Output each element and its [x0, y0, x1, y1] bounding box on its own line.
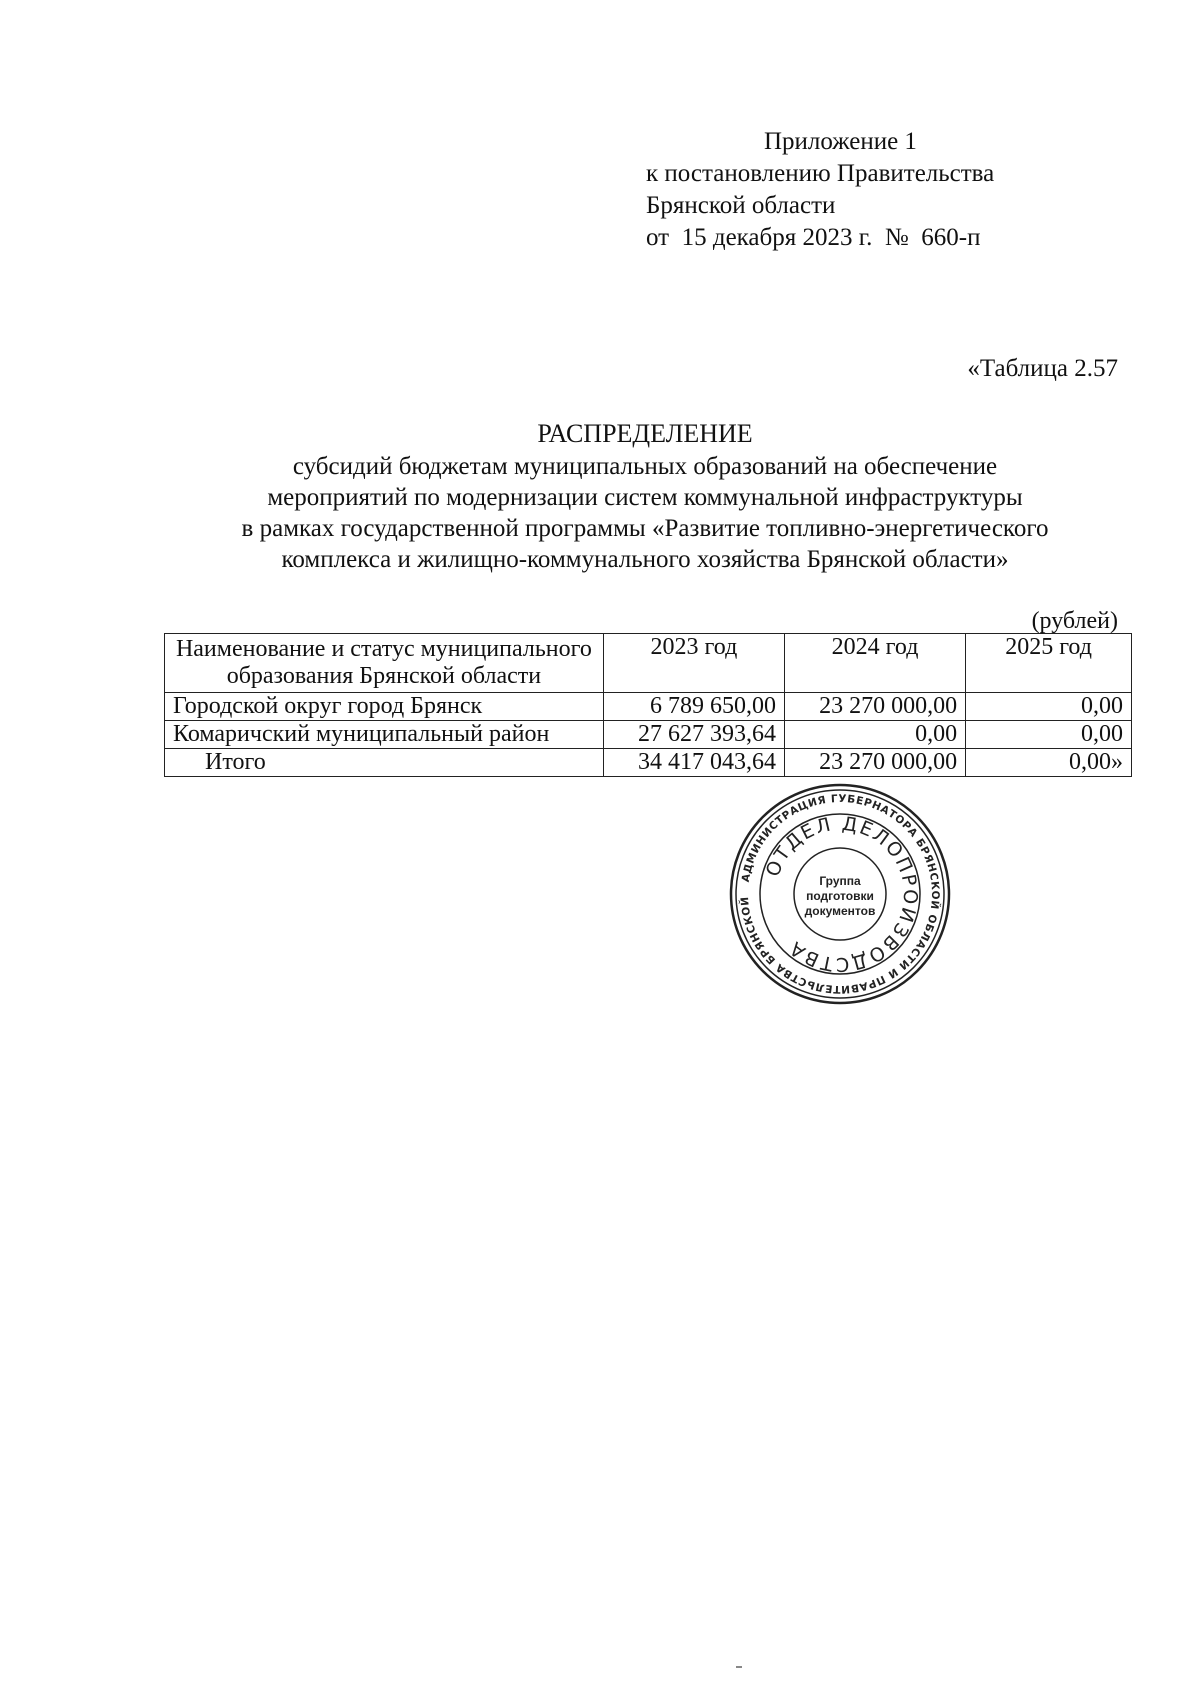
total-2025: 0,00» [966, 749, 1132, 777]
row-2023: 27 627 393,64 [603, 721, 784, 749]
header-2023: 2023 год [603, 634, 784, 693]
title-line-4: комплекса и жилищно-коммунального хозяйства Брянской области» [281, 546, 1009, 573]
units-label: (рублей) [1031, 608, 1118, 634]
header-2024: 2024 год [784, 634, 965, 693]
distribution-table [164, 633, 1132, 777]
title-line-2: мероприятий по модернизации систем коммунальной инфраструктуры [267, 484, 1023, 511]
stamp-center-line-2: подготовки [806, 889, 874, 903]
table-total-row [165, 749, 1132, 777]
table-row [165, 693, 1132, 721]
document-title [150, 418, 1140, 575]
row-2024: 0,00 [784, 721, 965, 749]
approval-line-3: Брянской области [646, 192, 836, 219]
table-reference: «Таблица 2.57 [967, 355, 1118, 382]
header-name: Наименование и статус муниципального образования Брянской области [165, 634, 604, 693]
approval-line-2: к постановлению Правительства [646, 160, 995, 187]
scan-mark [736, 1666, 742, 1668]
stamp-center-line-3: документов [804, 904, 876, 918]
row-2023: 6 789 650,00 [603, 693, 784, 721]
total-2024: 23 270 000,00 [784, 749, 965, 777]
header-2025: 2025 год [966, 634, 1132, 693]
title-line-3: в рамках государственной программы «Развитие топливно-энергетического [241, 515, 1049, 542]
title-heading: РАСПРЕДЕЛЕНИЕ [537, 419, 753, 448]
total-2023: 34 417 043,64 [603, 749, 784, 777]
table-row [165, 721, 1132, 749]
stamp-middle-text: ОТДЕЛ ДЕЛОПРОИЗВОДСТВА [761, 812, 922, 976]
approval-line-1: Приложение 1 [764, 128, 917, 155]
total-name: Итого [165, 749, 604, 777]
title-line-1: субсидий бюджетам муниципальных образований на обеспечение [292, 453, 998, 480]
approval-line-4: от 15 декабря 2023 г. № 660-п [646, 224, 981, 251]
table-header-row [165, 634, 1132, 693]
stamp-center-line-1: Группа [819, 874, 861, 888]
row-2024: 23 270 000,00 [784, 693, 965, 721]
row-2025: 0,00 [966, 721, 1132, 749]
row-2025: 0,00 [966, 693, 1132, 721]
stamp-seal-icon [728, 782, 952, 1006]
approval-block [646, 126, 994, 254]
row-name: Комаричский муниципальный район [165, 721, 604, 749]
stamp-outer-text: АДМИНИСТРАЦИЯ ГУБЕРНАТОРА БРЯНСКОЙ ОБЛАСТИ И ПРАВИТЕЛЬСТВА БРЯНСКОЙ [738, 792, 942, 996]
official-stamp [728, 782, 952, 1006]
row-name: Городской округ город Брянск [165, 693, 604, 721]
